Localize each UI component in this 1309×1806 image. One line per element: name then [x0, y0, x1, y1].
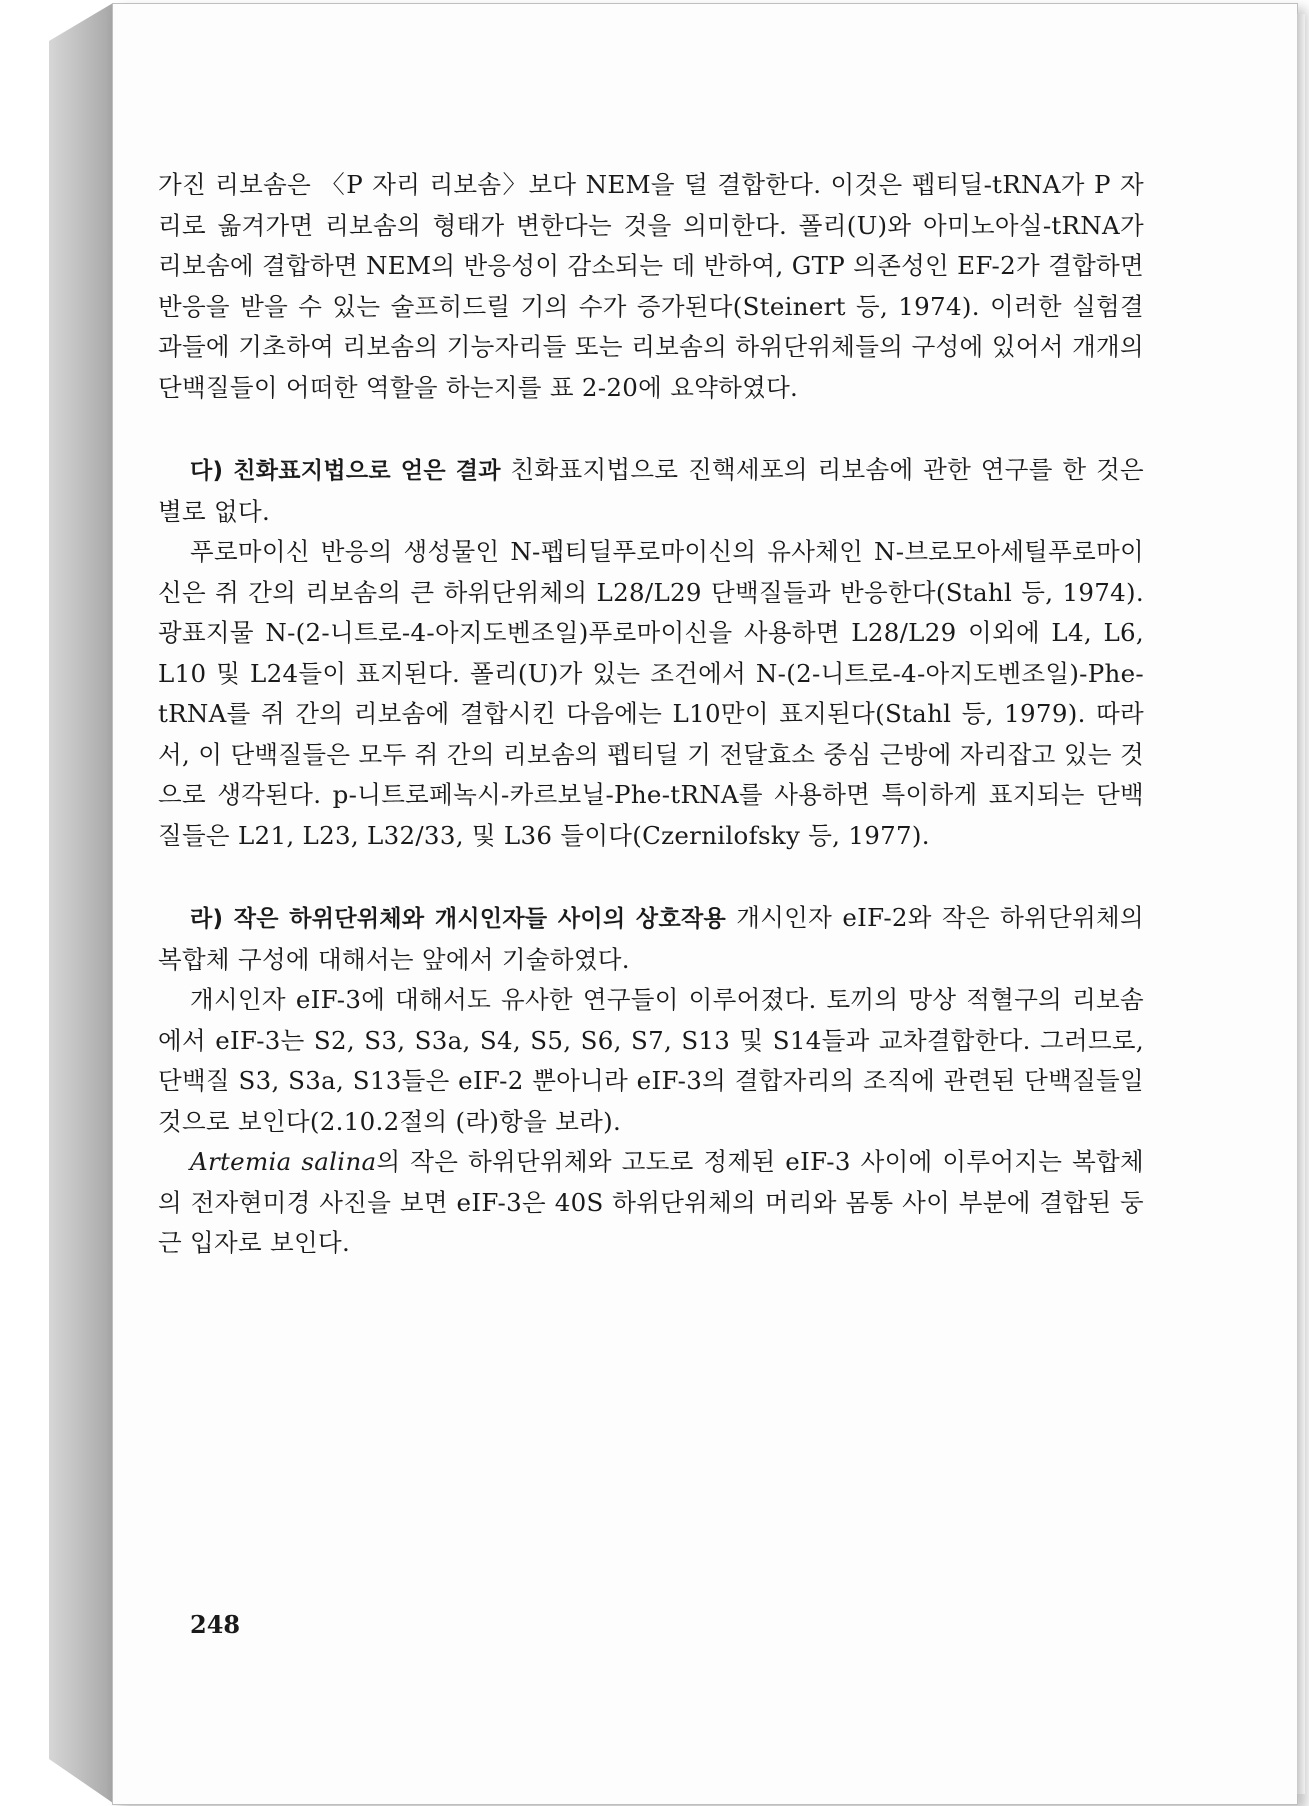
section-da — [158, 450, 1144, 532]
page-content — [158, 165, 1144, 1264]
section-gap — [158, 408, 1144, 450]
paragraph-6-text: 의 작은 하위단위체와 고도로 정제된 eIF-3 사이에 이루어지는 복합체의 전자현미경 사진을 보면 eIF-3은 40S 하위단위체의 머리와 몸통 사이 부분에 결합된 둥근 입자로 보인다. — [158, 1147, 1144, 1257]
section-ra — [158, 898, 1144, 980]
section-heading-ra: 라) 작은 하위단위체와 개시인자들 사이의 상호작용 — [190, 906, 726, 932]
book-spine — [49, 3, 113, 1803]
page-number: 248 — [190, 1610, 241, 1639]
section-gap — [158, 856, 1144, 898]
section-ra-text: 개시인자 eIF-2와 작은 하위단위체의 복합체 구성에 대해서는 앞에서 기술하였다. — [158, 903, 1144, 974]
paragraph-1: 가진 리보솜은 〈P 자리 리보솜〉보다 NEM을 덜 결합한다. 이것은 펩티딜-tRNA가 P 자리로 옮겨가면 리보솜의 형태가 변한다는 것을 의미한다. 폴리(U)와 아미노아실-tRNA가 리보솜에 결합하면 NEM의 반응성이 감소되는 데 반하여, GTP 의존성인 EF-2가 결합하면 반응을 받을 수 있는 술프히드릴 기의 수가 증가된다(Steinert 등, 1974). 이러한 실험결과들에 기초하여 리보솜의 기능자리들 또는 리보솜의 하위단위체들의 구성에 있어서 개개의 단백질들이 어떠한 역할을 하는지를 표 2-20에 요약하였다. — [158, 170, 1144, 402]
section-da-text: 친화표지법으로 진핵세포의 리보솜에 관한 연구를 한 것은 별로 없다. — [158, 455, 1145, 526]
paragraph-6 — [158, 1142, 1144, 1264]
section-heading-da: 다) 친화표지법으로 얻은 결과 — [190, 458, 501, 484]
paragraph-3: 푸로마이신 반응의 생성물인 N-펩티딜푸로마이신의 유사체인 N-브로모아세틸푸로마이신은 쥐 간의 리보솜의 큰 하위단위체의 L28/L29 단백질들과 반응한다(Stahl 등, 1974). 광표지물 N-(2-니트로-4-아지도벤조일)푸로마이신을 사용하면 L28/L29 이외에 L4, L6, L10 및 L24들이 표지된다. 폴리(U)가 있는 조건에서 N-(2-니트로-4-아지도벤조일)-Phe-tRNA를 쥐 간의 리보솜에 결합시킨 다음에는 L10만이 표지된다(Stahl 등, 1979). 따라서, 이 단백질들은 모두 쥐 간의 리보솜의 펩티딜 기 전달효소 중심 근방에 자리잡고 있는 것으로 생각된다. p-니트로페녹시-카르보닐-Phe-tRNA를 사용하면 특이하게 표지되는 단백질들은 L21, L23, L32/33, 및 L36 들이다(Czernilofsky 등, 1977). — [158, 537, 1144, 850]
species-name: Artemia salina — [190, 1147, 377, 1176]
page-edge — [1297, 14, 1305, 1794]
paragraph-5: 개시인자 eIF-3에 대해서도 유사한 연구들이 이루어졌다. 토끼의 망상 적혈구의 리보솜에서 eIF-3는 S2, S3, S3a, S4, S5, S6, S7, S13 및 S14들과 교차결합한다. 그러므로, 단백질 S3, S3a, S13들은 eIF-2 뿐아니라 eIF-3의 결합자리의 조직에 관련된 단백질들일 것으로 보인다(2.10.2절의 (라)항을 보라). — [158, 985, 1144, 1136]
